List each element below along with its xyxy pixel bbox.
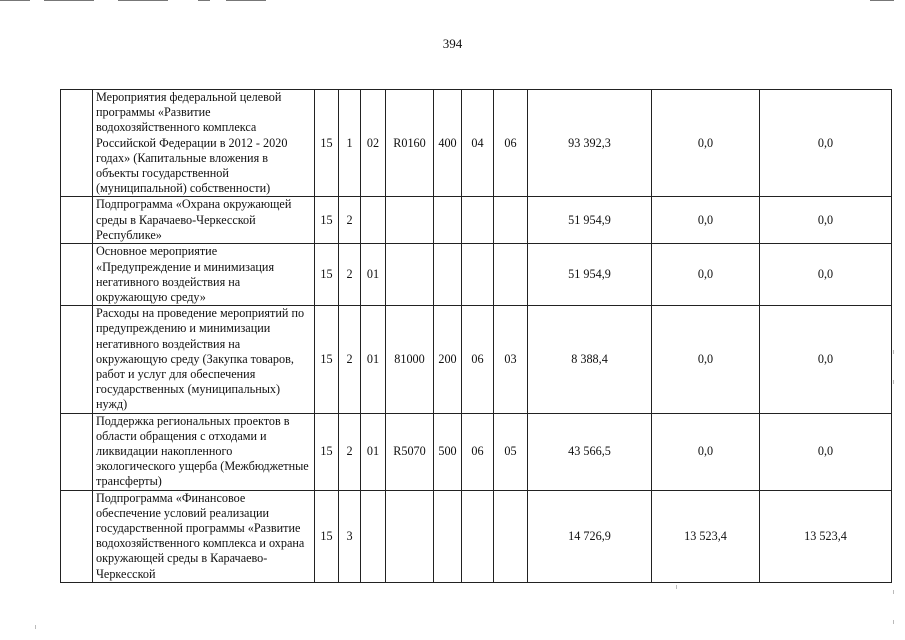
row-name-cell: Подпрограмма «Финансовое обеспечение условий реализации государственной программы «Развитие водохозяйственного комплекса и охрана окружающей среды в Карачаево-Черкесской <box>93 490 315 582</box>
scan-edge-line <box>198 0 210 1</box>
amount-year3-cell: 0,0 <box>760 244 892 306</box>
measure-code-cell: 01 <box>361 244 386 306</box>
scan-edge-line <box>0 0 30 1</box>
direction-code-cell <box>386 197 434 244</box>
row-name-cell: Подпрограмма «Охрана окружающей среды в Карачаево-Черкесской Республике» <box>93 197 315 244</box>
ministry-code-cell: 15 <box>315 490 339 582</box>
row-name-cell: Поддержка региональных проектов в области обращения с отходами и ликвидации накопленного экологического ущерба (Межбюджетные трансферты) <box>93 413 315 490</box>
amount-year1-cell: 43 566,5 <box>528 413 652 490</box>
ministry-code-cell: 15 <box>315 90 339 197</box>
scan-edge-line <box>118 0 168 1</box>
amount-year1-cell: 51 954,9 <box>528 244 652 306</box>
expense-type-cell: 200 <box>434 306 462 413</box>
section-code-cell: 06 <box>462 306 494 413</box>
subprogram-code-cell: 2 <box>339 413 361 490</box>
ministry-code-cell: 15 <box>315 197 339 244</box>
budget-table-body <box>61 90 892 583</box>
subprogram-code-cell: 2 <box>339 244 361 306</box>
direction-code-cell: R5070 <box>386 413 434 490</box>
blank-margin-cell <box>61 90 93 197</box>
section-code-cell <box>462 490 494 582</box>
blank-margin-cell <box>61 197 93 244</box>
measure-code-cell: 02 <box>361 90 386 197</box>
subsection-code-cell <box>494 490 528 582</box>
scan-edge-line <box>226 0 266 1</box>
row-name-cell: Мероприятия федеральной целевой программы «Развитие водохозяйственного комплекса Российской Федерации в 2012 - 2020 годах» (Капитальные вложения в объекты государственной (муниципальной) собственности) <box>93 90 315 197</box>
amount-year1-cell: 93 392,3 <box>528 90 652 197</box>
measure-code-cell <box>361 490 386 582</box>
subsection-code-cell: 05 <box>494 413 528 490</box>
ministry-code-cell: 15 <box>315 306 339 413</box>
ministry-code-cell: 15 <box>315 413 339 490</box>
blank-margin-cell <box>61 490 93 582</box>
blank-margin-cell <box>61 306 93 413</box>
amount-year3-cell: 0,0 <box>760 90 892 197</box>
ministry-code-cell: 15 <box>315 244 339 306</box>
amount-year3-cell: 0,0 <box>760 306 892 413</box>
amount-year3-cell: 0,0 <box>760 413 892 490</box>
scan-speck <box>676 585 677 589</box>
direction-code-cell <box>386 244 434 306</box>
measure-code-cell: 01 <box>361 413 386 490</box>
amount-year1-cell: 14 726,9 <box>528 490 652 582</box>
subsection-code-cell: 06 <box>494 90 528 197</box>
subprogram-code-cell: 1 <box>339 90 361 197</box>
scan-edge-line <box>870 0 894 1</box>
direction-code-cell: 81000 <box>386 306 434 413</box>
section-code-cell: 06 <box>462 413 494 490</box>
amount-year1-cell: 8 388,4 <box>528 306 652 413</box>
amount-year2-cell: 0,0 <box>652 413 760 490</box>
scan-speck <box>35 625 36 629</box>
section-code-cell <box>462 197 494 244</box>
subsection-code-cell <box>494 197 528 244</box>
amount-year3-cell: 0,0 <box>760 197 892 244</box>
table-row <box>61 197 892 244</box>
scan-speck <box>893 590 894 594</box>
scan-speck <box>893 620 894 624</box>
budget-table <box>60 89 892 583</box>
expense-type-cell: 500 <box>434 413 462 490</box>
amount-year2-cell: 0,0 <box>652 197 760 244</box>
table-row <box>61 490 892 582</box>
subprogram-code-cell: 2 <box>339 306 361 413</box>
expense-type-cell <box>434 490 462 582</box>
amount-year2-cell: 0,0 <box>652 90 760 197</box>
scan-speck <box>893 380 894 384</box>
table-row <box>61 306 892 413</box>
measure-code-cell <box>361 197 386 244</box>
subsection-code-cell: 03 <box>494 306 528 413</box>
row-name-cell: Основное мероприятие «Предупреждение и минимизация негативного воздействия на окружающую среду» <box>93 244 315 306</box>
blank-margin-cell <box>61 413 93 490</box>
row-name-cell: Расходы на проведение мероприятий по предупреждению и минимизации негативного воздействия на окружающую среду (Закупка товаров, работ и услуг для обеспечения государственных (муниципальных) нужд) <box>93 306 315 413</box>
amount-year3-cell: 13 523,4 <box>760 490 892 582</box>
amount-year2-cell: 0,0 <box>652 306 760 413</box>
scan-speck <box>893 350 894 354</box>
table-row <box>61 413 892 490</box>
amount-year2-cell: 13 523,4 <box>652 490 760 582</box>
table-row <box>61 244 892 306</box>
subprogram-code-cell: 3 <box>339 490 361 582</box>
measure-code-cell: 01 <box>361 306 386 413</box>
table-row <box>61 90 892 197</box>
section-code-cell <box>462 244 494 306</box>
subprogram-code-cell: 2 <box>339 197 361 244</box>
page-number: 394 <box>442 36 463 51</box>
expense-type-cell <box>434 244 462 306</box>
section-code-cell: 04 <box>462 90 494 197</box>
blank-margin-cell <box>61 244 93 306</box>
direction-code-cell: R0160 <box>386 90 434 197</box>
expense-type-cell <box>434 197 462 244</box>
expense-type-cell: 400 <box>434 90 462 197</box>
amount-year2-cell: 0,0 <box>652 244 760 306</box>
scan-edge-line <box>44 0 94 1</box>
direction-code-cell <box>386 490 434 582</box>
subsection-code-cell <box>494 244 528 306</box>
amount-year1-cell: 51 954,9 <box>528 197 652 244</box>
